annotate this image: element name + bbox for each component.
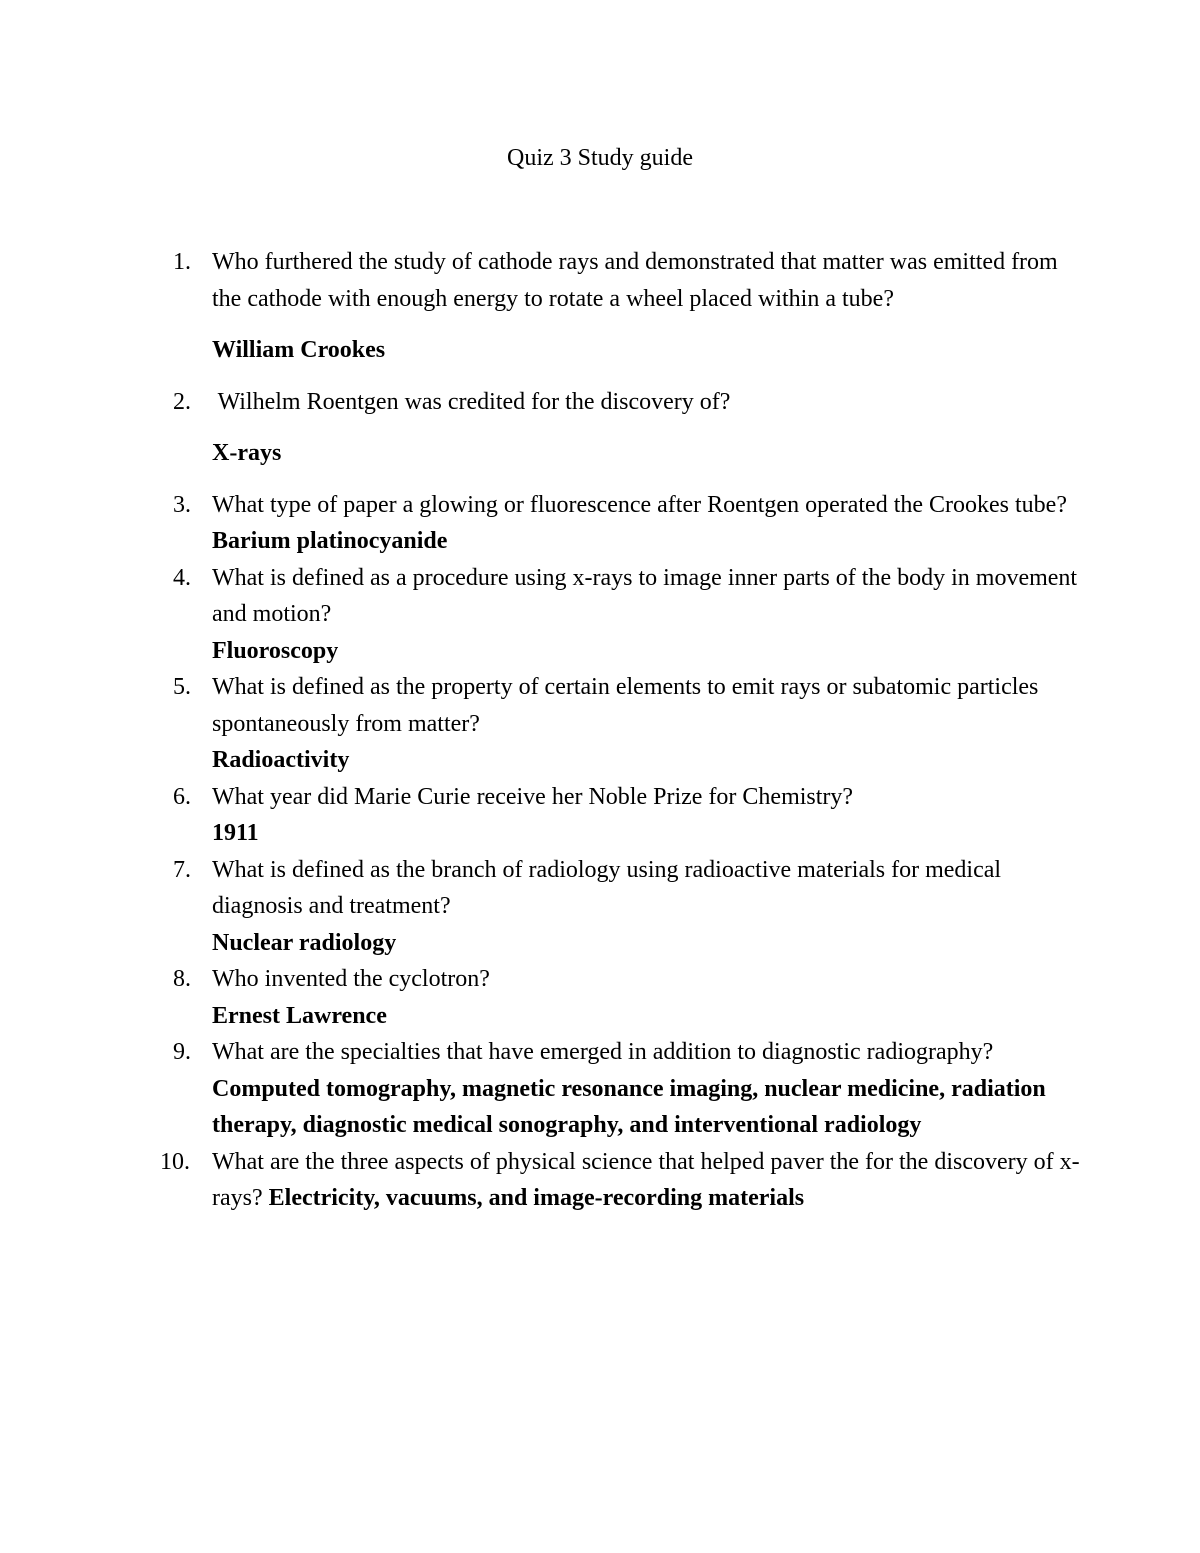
list-item — [160, 1144, 1080, 1217]
question-list — [160, 244, 1080, 1217]
list-item — [160, 244, 1080, 369]
answer-text: X-rays — [212, 440, 282, 466]
answer-text: Barium platinocyanide — [212, 528, 448, 554]
item-number: 3. — [173, 491, 191, 518]
list-item — [160, 961, 1080, 1034]
item-number: 10. — [160, 1148, 190, 1175]
list-item — [160, 487, 1080, 560]
question-with-inline-answer — [212, 1144, 1080, 1217]
answer-text: Electricity, vacuums, and image-recording materials — [268, 1185, 805, 1211]
answer-text: William Crookes — [212, 337, 386, 363]
item-number: 9. — [173, 1039, 191, 1065]
answer-text: Nuclear radiology — [212, 929, 397, 956]
question-text: Wilhelm Roentgen was credited for the discovery of? — [212, 388, 731, 415]
item-number: 1. — [173, 249, 191, 275]
list-item — [160, 1034, 1080, 1144]
answer-text: Fluoroscopy — [212, 637, 339, 664]
list-item — [160, 852, 1080, 962]
question-text: What is defined as the property of certain elements to emit rays or subatomic particles spontaneously from matter? — [212, 674, 1039, 737]
item-number: 8. — [173, 966, 191, 992]
question-text: What type of paper a glowing or fluorescence after Roentgen operated the Crookes tube? — [212, 491, 1067, 518]
item-number: 7. — [173, 856, 191, 883]
list-item — [160, 560, 1080, 670]
list-item — [160, 669, 1080, 779]
list-item — [160, 779, 1080, 852]
item-number: 6. — [173, 783, 191, 810]
answer-text: Computed tomography, magnetic resonance imaging, nuclear medicine, radiation therapy, diagnostic medical sonography, and interventional radiology — [212, 1075, 1046, 1138]
item-number: 5. — [173, 674, 191, 700]
page-title: Quiz 3 Study guide — [507, 145, 693, 171]
question-text: What are the specialties that have emerged in addition to diagnostic radiography? — [212, 1039, 994, 1065]
answer-text: 1911 — [212, 820, 259, 846]
list-item — [160, 384, 1080, 472]
answer-text: Ernest Lawrence — [212, 1002, 387, 1029]
question-text: Who invented the cyclotron? — [212, 966, 490, 992]
question-text: What is defined as the branch of radiology using radioactive materials for medical diagnosis and treatment? — [212, 856, 1002, 919]
item-number: 2. — [173, 388, 191, 415]
question-text: What year did Marie Curie receive her Noble Prize for Chemistry? — [212, 783, 854, 810]
question-text: What is defined as a procedure using x-rays to image inner parts of the body in movement and motion? — [212, 564, 1078, 627]
question-text: What are the three aspects of physical science that helped paver the for the discovery of x-rays? — [212, 1148, 1080, 1211]
item-number: 4. — [173, 564, 191, 591]
question-text: Who furthered the study of cathode rays and demonstrated that matter was emitted from the cathode with enough energy to rotate a wheel placed within a tube? — [212, 249, 1058, 312]
answer-text: Radioactivity — [212, 747, 350, 773]
